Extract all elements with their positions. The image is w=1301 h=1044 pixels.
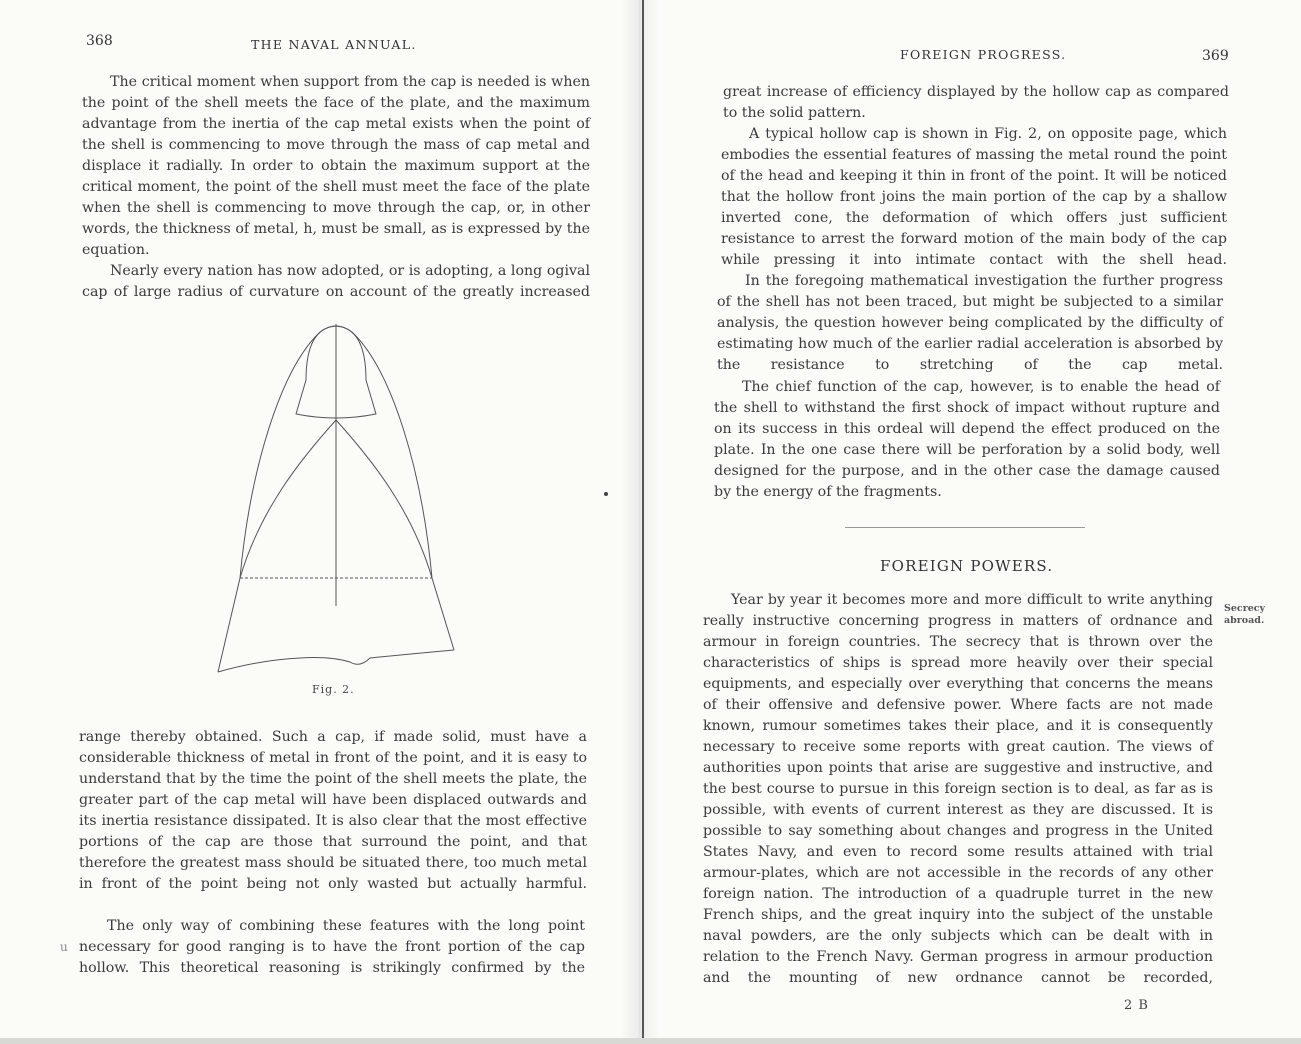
right-paragraph-1: great increase of efficiency displayed by the hollow cap as compared to the solid pattern. <box>723 84 1229 121</box>
left-running-head: THE NAVAL ANNUAL. <box>251 37 417 52</box>
left-paragraph-3: range thereby obtained. Such a cap, if made solid, must have a considerable thickness of metal in front of the point, and it is easy to understand that by the time the point of the shell meets the plate, the greater part of the cap metal will have been displaced outwards and its inertia resistance dissipated. It is also clear that the most effective portions of the cap are those that surround the point, and that therefore the greatest mass should be situated there, too much metal in front of the point being not only wasted but actually harmful. <box>79 729 587 892</box>
side-note-line-1: Secrecy <box>1224 603 1266 614</box>
figure-caption: Fig. 2. <box>312 683 355 696</box>
margin-fragment: u <box>60 940 68 954</box>
right-paragraph-2: A typical hollow cap is shown in Fig. 2, on opposite page, which embodies the essential features of massing the metal round the point of the head and keeping it thin in front of the point. It will be noticed that the hollow front joins the main portion of the cap by a shallow inverted cone, the deformation of which offers just sufficient resistance to arrest the forward motion of the main body of the cap while pressing it into intimate contact with the shell head. <box>721 126 1227 268</box>
right-paragraph-5: Year by year it becomes more and more difficult to write anything really instructive concerning progress in matters of ordnance and armour in foreign countries. The secrecy that is thrown over the characteristics of ships is spread more heavily over their special equipments, and especially over everything that concerns the means of their offensive and defensive power. Where facts are not made known, rumour sometimes takes their place, and it is consequently necessary to receive some reports with great caution. The views of authorities upon points that arise are suggestive and instructive, and the best course to pursue in this foreign section is to deal, as far as is possible, with events of current interest as they are discussed. It is possible to say something about changes and progress in the United States Navy, and even to record some results attained with trial armour-plates, which are not accessible in the records of any other foreign nation. The introduction of a quadruple turret in the new French ships, and the great inquiry into the subject of the unstable naval powders, are the only subjects which can be dealt with in relation to the French Navy. German progress in armour production and the mounting of new ordnance cannot be recorded, <box>703 592 1213 986</box>
right-running-head: FOREIGN PROGRESS. <box>900 47 1067 62</box>
book-fold-line <box>642 0 644 1044</box>
signature-mark: 2 B <box>1124 998 1149 1013</box>
left-page-number: 368 <box>86 33 113 49</box>
hollow-cap-figure <box>210 320 466 682</box>
left-paragraph-4: The only way of combining these features with the long point necessary for good ranging is to have the front portion of the cap hollow. This theoretical reasoning is strikingly confirmed by the <box>79 918 585 976</box>
side-note-line-2: abroad. <box>1224 615 1265 626</box>
left-paragraph-2: Nearly every nation has now adopted, or is adopting, a long ogival cap of large radius of curvature on account of the greatly increased <box>82 263 590 300</box>
section-divider <box>845 527 1085 528</box>
right-page-number: 369 <box>1202 48 1229 64</box>
page-bottom-edge <box>0 1038 1301 1044</box>
figure-cap-base <box>218 650 454 672</box>
right-paragraph-3: In the foregoing mathematical investigation the further progress of the shell has not been traced, but might be subjected to a similar analysis, the question however being complicated by the difficulty of estimating how much of the earlier radial acceleration is absorbed by the resistance to stretching of the cap metal. <box>717 273 1223 373</box>
left-page <box>0 0 640 1044</box>
side-note <box>1224 603 1265 627</box>
left-paragraph-1: The critical moment when support from the cap is needed is when the point of the shell meets the face of the plate, and the maximum advantage from the inertia of the cap metal exists when the point of the shell is commencing to move through the mass of cap metal and displace it radially. In order to obtain the maximum support at the critical moment, the point of the shell must meet the face of the plate when the shell is commencing to move through the cap, or, in other words, the thickness of metal, h, must be small, as is expressed by the equation. <box>82 74 590 258</box>
section-title: FOREIGN POWERS. <box>880 557 1054 575</box>
right-paragraph-4: The chief function of the cap, however, is to enable the head of the shell to withstand the first shock of impact without rupture and on its success in this ordeal will depend the effect produced on the plate. In the one case there will be perforation by a solid body, well designed for the purpose, and in the other case the damage caused by the energy of the fragments. <box>714 379 1220 500</box>
